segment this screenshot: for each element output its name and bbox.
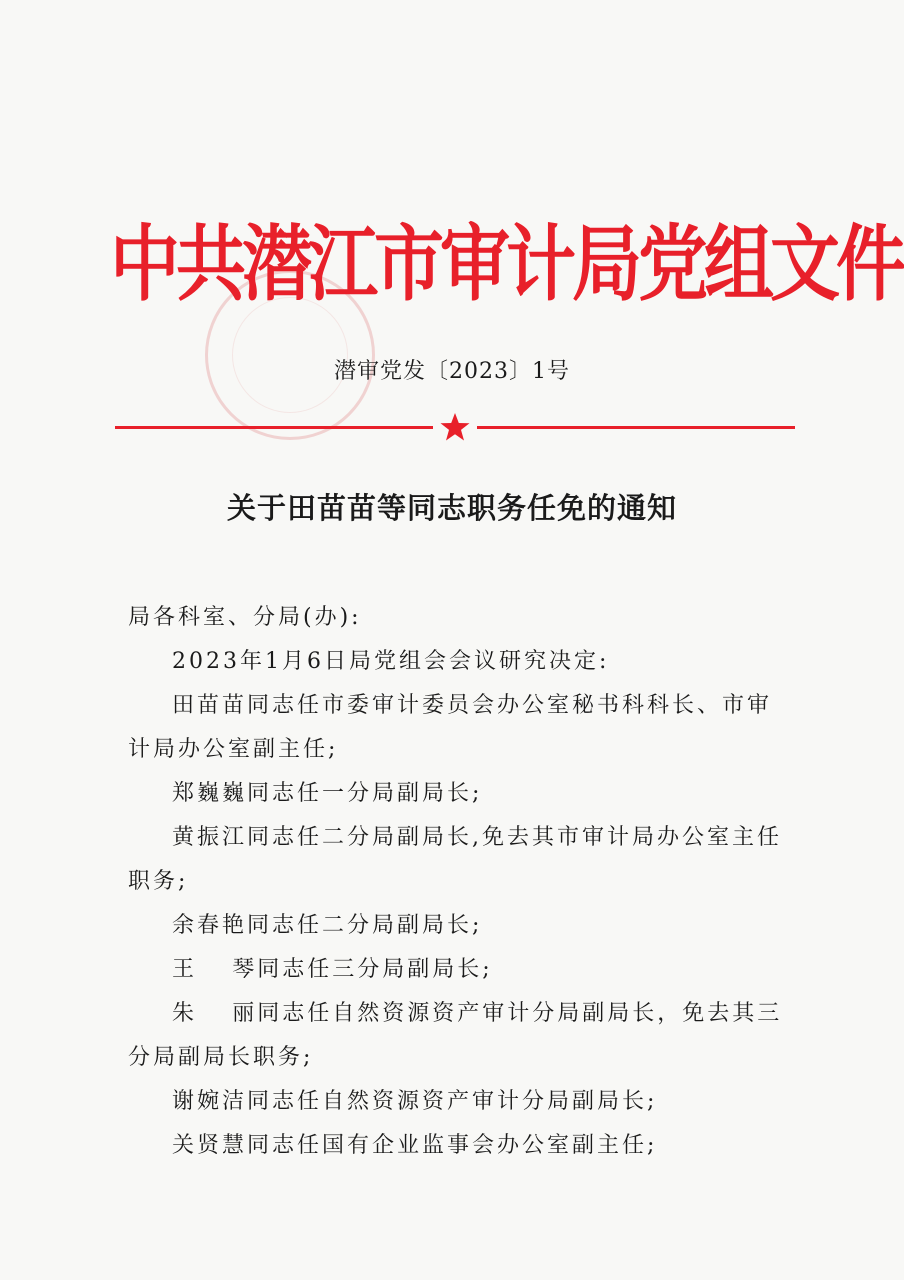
- paragraph-zheng: 郑巍巍同志任一分局副局长;: [172, 781, 483, 806]
- paragraph-wang: [128, 948, 796, 992]
- zhu-surname: 朱: [172, 1001, 198, 1026]
- document-number: 潜审党发〔2023〕1号: [334, 359, 570, 384]
- red-star-icon: [439, 412, 471, 442]
- red-divider: [115, 412, 795, 442]
- zhu-rest: 丽同志任自然资源资产审计分局副局长，免去其三分局副局长职务;: [128, 1001, 783, 1070]
- notice-body: [128, 596, 796, 1168]
- paragraph-decision: 2023年1月6日局党组会会议研究决定:: [172, 649, 610, 674]
- paragraph-zhu: [128, 992, 796, 1080]
- paragraph-xie: 谢婉洁同志任自然资源资产审计分局副局长;: [172, 1089, 658, 1114]
- red-divider-right-line: [477, 426, 795, 429]
- red-divider-left-line: [115, 426, 433, 429]
- document-masthead: 中共潜江市审计局党组文件: [110, 215, 902, 313]
- salutation: 局各科室、分局(办):: [128, 605, 362, 630]
- paragraph-guan: 关贤慧同志任国有企业监事会办公室副主任;: [172, 1133, 658, 1158]
- notice-title: 关于田苗苗等同志职务任免的通知: [226, 491, 677, 525]
- wang-rest: 琴同志任三分局副局长;: [232, 957, 493, 982]
- paragraph-yu: 余春艳同志任二分局副局长;: [172, 913, 483, 938]
- wang-surname: 王: [172, 957, 198, 982]
- paragraph-huang: 黄振江同志任二分局副局长,免去其市审计局办公室主任职务;: [128, 825, 782, 894]
- paragraph-tian: 田苗苗同志任市委审计委员会办公室秘书科科长、市审计局办公室副主任;: [128, 693, 773, 762]
